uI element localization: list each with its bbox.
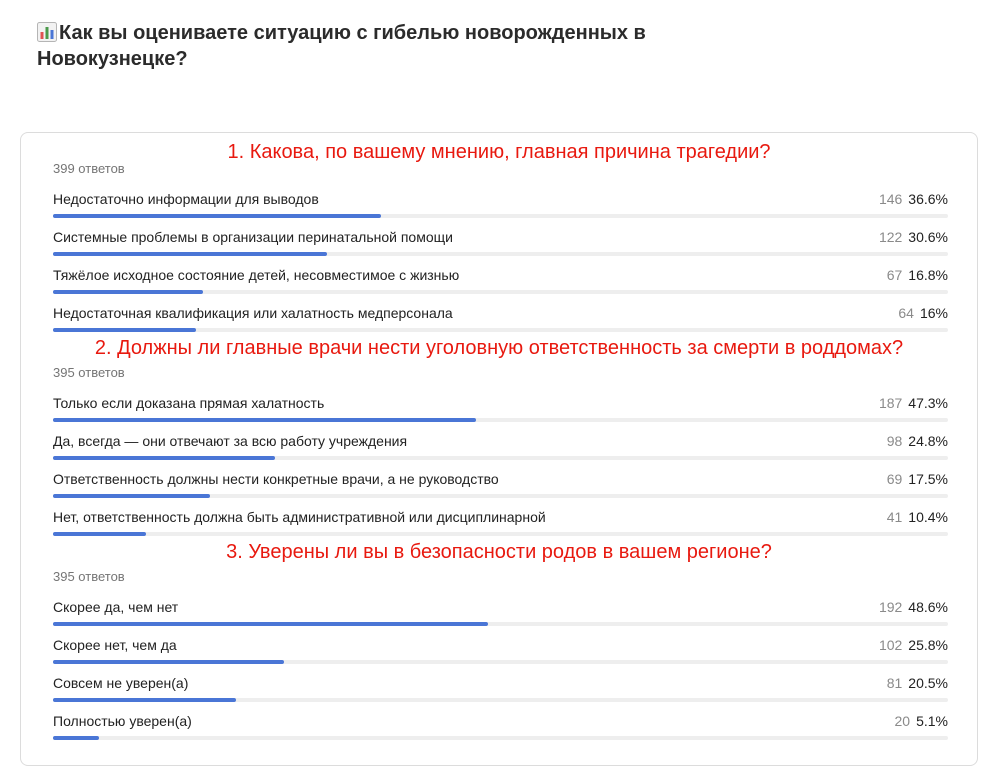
option-votes: 67 <box>886 267 903 283</box>
option-label: Полностью уверен(а) <box>53 713 192 729</box>
option-votes: 102 <box>878 637 903 653</box>
progress-track <box>53 328 948 332</box>
option-votes: 146 <box>878 191 903 207</box>
progress-fill <box>53 418 476 422</box>
option-votes: 20 <box>894 713 911 729</box>
option-percent: 30.6% <box>908 229 948 245</box>
option-percent: 16.8% <box>908 267 948 283</box>
option-percent: 36.6% <box>908 191 948 207</box>
poll-option <box>53 508 948 538</box>
progress-track <box>53 418 948 422</box>
progress-track <box>53 214 948 218</box>
option-percent: 20.5% <box>908 675 948 691</box>
option-percent: 24.8% <box>908 433 948 449</box>
progress-fill <box>53 328 196 332</box>
option-votes: 69 <box>886 471 903 487</box>
option-label: Скорее нет, чем да <box>53 637 177 653</box>
poll-option <box>53 304 948 334</box>
poll-option <box>53 266 948 296</box>
progress-track <box>53 532 948 536</box>
option-percent: 47.3% <box>908 395 948 411</box>
page-title-text: Как вы оцениваете ситуацию с гибелью новорожденных в Новокузнецке? <box>37 22 646 70</box>
progress-fill <box>53 214 381 218</box>
option-votes: 187 <box>878 395 903 411</box>
option-votes: 64 <box>898 305 914 321</box>
progress-track <box>53 622 948 626</box>
option-percent: 5.1% <box>916 713 948 729</box>
poll-option <box>53 190 948 220</box>
option-label: Недостаточная квалификация или халатность медперсонала <box>53 305 453 321</box>
progress-track <box>53 290 948 294</box>
progress-fill <box>53 252 327 256</box>
page-title <box>37 20 717 72</box>
poll-option <box>53 228 948 258</box>
option-label: Недостаточно информации для выводов <box>53 191 319 207</box>
option-label: Только если доказана прямая халатность <box>53 395 325 411</box>
option-label: Тяжёлое исходное состояние детей, несовместимое с жизнью <box>53 267 460 283</box>
poll-option <box>53 674 948 704</box>
progress-fill <box>53 736 99 740</box>
progress-track <box>53 736 948 740</box>
question-1-title: 1. Какова, по вашему мнению, главная причина трагедии? <box>227 141 771 163</box>
progress-track <box>53 660 948 664</box>
question-1-answer-count: 399 ответов <box>53 161 125 176</box>
progress-fill <box>53 622 488 626</box>
progress-track <box>53 494 948 498</box>
question-2-answer-count: 395 ответов <box>53 365 125 380</box>
bar-chart-icon <box>37 22 57 42</box>
option-percent: 17.5% <box>908 471 948 487</box>
progress-fill <box>53 698 236 702</box>
option-percent: 25.8% <box>908 637 948 653</box>
progress-fill <box>53 456 275 460</box>
poll-results-card <box>20 132 978 766</box>
option-votes: 41 <box>886 509 903 525</box>
option-percent: 48.6% <box>908 599 948 615</box>
progress-track <box>53 252 948 256</box>
progress-fill <box>53 532 146 536</box>
option-label: Ответственность должны нести конкретные врачи, а не руководство <box>53 471 499 487</box>
option-label: Совсем не уверен(а) <box>53 675 189 691</box>
poll-option <box>53 470 948 500</box>
question-3-answer-count: 395 ответов <box>53 569 125 584</box>
option-votes: 81 <box>886 675 903 691</box>
poll-option <box>53 598 948 628</box>
poll-option <box>53 712 948 742</box>
option-votes: 122 <box>878 229 903 245</box>
progress-track <box>53 698 948 702</box>
poll-option <box>53 432 948 462</box>
progress-fill <box>53 660 284 664</box>
option-percent: 10.4% <box>908 509 948 525</box>
question-3-title: 3. Уверены ли вы в безопасности родов в вашем регионе? <box>226 541 772 563</box>
option-votes: 98 <box>886 433 903 449</box>
poll-option <box>53 636 948 666</box>
option-label: Нет, ответственность должна быть административной или дисциплинарной <box>53 509 546 525</box>
option-label: Системные проблемы в организации перинатальной помощи <box>53 229 453 245</box>
option-label: Скорее да, чем нет <box>53 599 179 615</box>
progress-fill <box>53 290 203 294</box>
question-2-title: 2. Должны ли главные врачи нести уголовную ответственность за смерти в роддомах? <box>94 337 904 359</box>
option-votes: 192 <box>878 599 903 615</box>
poll-option <box>53 394 948 424</box>
progress-track <box>53 456 948 460</box>
progress-fill <box>53 494 210 498</box>
option-percent: 16% <box>919 305 948 321</box>
option-label: Да, всегда — они отвечают за всю работу учреждения <box>53 433 408 449</box>
